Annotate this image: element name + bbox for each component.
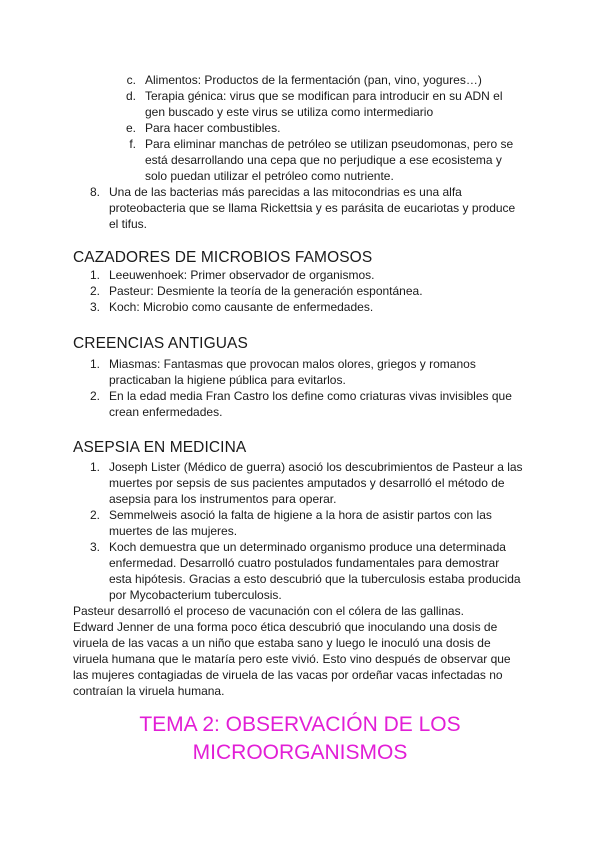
list-item-text: En la edad media Fran Castro los define como criaturas vivas invisibles que — [109, 389, 512, 403]
list-item-text: crean enfermedades. — [109, 405, 223, 419]
list-item-text: muertes por sepsis de sus pacientes amputados y desarrolló el método de — [109, 476, 505, 490]
list-item-text: asepsia para los instrumentos para operar. — [109, 492, 337, 506]
list-marker: e. — [125, 121, 136, 135]
chapter-title: MICROORGANISMOS — [192, 741, 408, 764]
list-item-text: Para hacer combustibles. — [145, 121, 281, 135]
list-marker: 1. — [89, 460, 100, 474]
list-marker: d. — [125, 89, 136, 103]
section-heading: CREENCIAS ANTIGUAS — [73, 335, 248, 352]
list-item-text: está desarrollando una cepa que no perjudique a ese ecosistema y — [145, 153, 502, 167]
list-item-text: Para eliminar manchas de petróleo se utilizan pseudomonas, pero se — [145, 137, 514, 151]
list-marker: 8. — [89, 185, 100, 199]
list-marker: f. — [129, 137, 136, 151]
list-item-text: Semmelweis asoció la falta de higiene a la hora de asistir partos con las — [109, 508, 492, 522]
list-marker: c. — [126, 73, 136, 87]
section-heading: CAZADORES DE MICROBIOS FAMOSOS — [73, 249, 373, 266]
list-item-text: enfermedad. Desarrolló cuatro postulados fundamentales para demostrar — [109, 556, 500, 570]
chapter-title: TEMA 2: OBSERVACIÓN DE LOS — [139, 713, 461, 736]
list-item-text: Una de las bacterias más parecidas a las mitocondrias es una alfa — [109, 185, 462, 199]
paragraph-line: Edward Jenner de una forma poco ética descubrió que inoculando una dosis de — [73, 620, 498, 634]
list-item-text: solo puedan utilizar el petróleo como nutriente. — [145, 169, 394, 183]
list-item-text: Alimentos: Productos de la fermentación (pan, vino, yogures…) — [145, 73, 482, 87]
list-marker: 3. — [89, 540, 100, 554]
paragraph-line: viruela humana que le mataría pero este vivió. Esto vino después de observar que — [73, 652, 511, 666]
list-item-text: esta hipótesis. Gracias a esto descubrió que la tuberculosis estaba producida — [109, 572, 521, 586]
list-marker: 1. — [89, 268, 100, 282]
list-item-text: gen buscado y este virus se utiliza como intermediario — [145, 105, 434, 119]
list-item-text: Terapia génica: virus que se modifican para introducir en su ADN el — [145, 89, 503, 103]
list-marker: 2. — [89, 508, 100, 522]
section-heading: ASEPSIA EN MEDICINA — [73, 439, 247, 456]
list-item-text: Miasmas: Fantasmas que provocan malos olores, griegos y romanos — [109, 357, 476, 371]
list-item-text: Pasteur: Desmiente la teoría de la generación espontánea. — [109, 284, 423, 298]
list-item-text: practicaban la higiene pública para evitarlos. — [109, 373, 346, 387]
list-item-text: el tifus. — [109, 217, 148, 231]
paragraph-line: viruela de las vacas a un niño que estaba sano y luego le inoculó una dosis de — [73, 636, 491, 650]
list-item-text: muertes de las mujeres. — [109, 524, 238, 538]
list-item-text: por Mycobacterium tuberculosis. — [109, 588, 282, 602]
list-item-text: Leeuwenhoek: Primer observador de organismos. — [109, 268, 375, 282]
list-item-text: Koch demuestra que un determinado organismo produce una determinada — [109, 540, 506, 554]
paragraph-line: Pasteur desarrolló el proceso de vacunación con el cólera de las gallinas. — [73, 604, 464, 618]
list-item-text: Joseph Lister (Médico de guerra) asoció los descubrimientos de Pasteur a las — [109, 460, 523, 474]
list-item-text: Koch: Microbio como causante de enfermedades. — [109, 300, 374, 314]
list-marker: 1. — [89, 357, 100, 371]
list-marker: 2. — [89, 284, 100, 298]
paragraph-line: contraían la viruela humana. — [73, 684, 225, 698]
list-item-text: proteobacteria que se llama Rickettsia y es parásita de eucariotas y produce — [109, 201, 516, 215]
paragraph-line: las mujeres contagiadas de viruela de las vacas por ordeñar vacas infectadas no — [73, 668, 503, 682]
list-marker: 2. — [89, 389, 100, 403]
list-marker: 3. — [89, 300, 100, 314]
